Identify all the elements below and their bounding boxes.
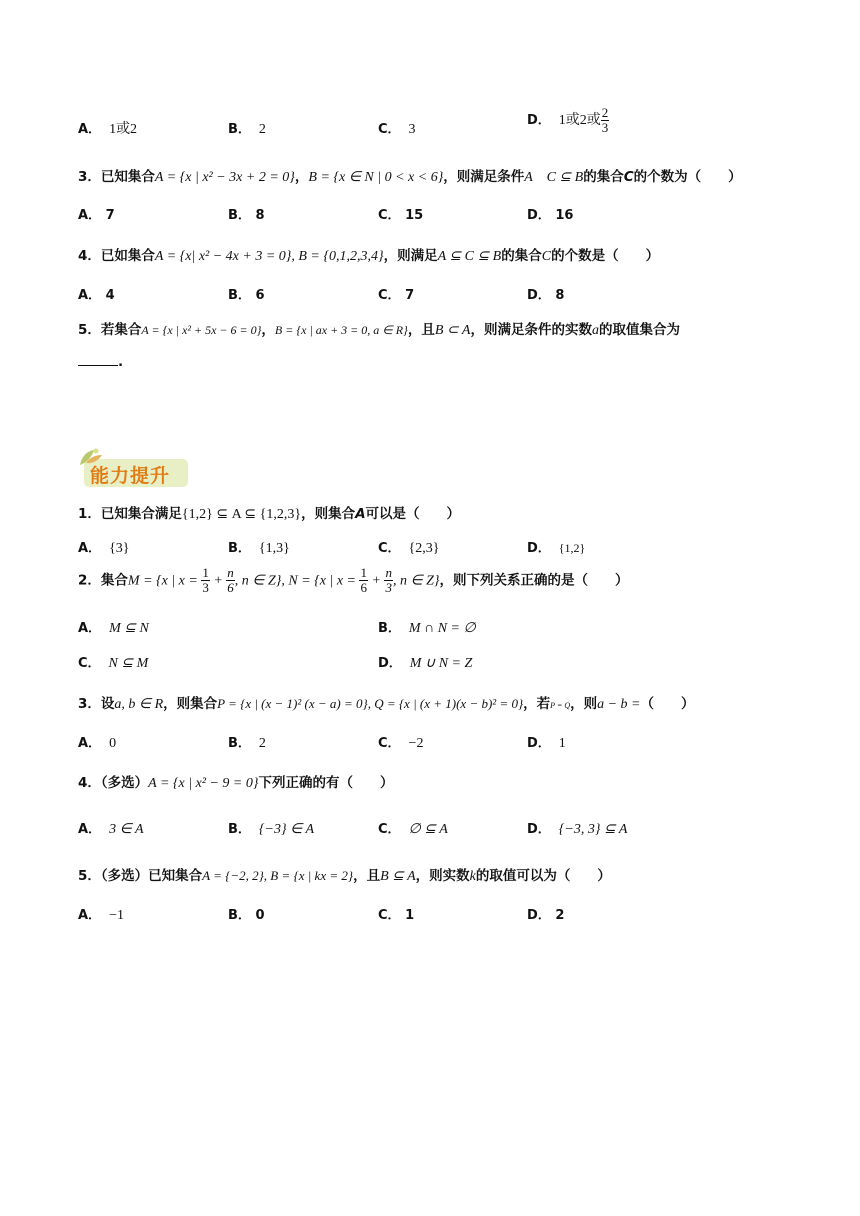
fraction: $\frac{n}{3}$ <box>385 565 392 595</box>
p3-option-c: C． −2 <box>378 736 424 751</box>
question-3: 3．已知集合A = {x | x² − 3x + 2 = 0}，B = {x ∈ N | 0 < x < 6}，则满足条件A C ⊆ B的集合C的个数为（ ） <box>78 169 742 185</box>
p1-option-b: B． {1,3} <box>228 541 290 556</box>
q4-option-c: C． 7 <box>378 288 415 303</box>
q3-option-d: D． 16 <box>527 208 574 223</box>
fraction: $\frac{1}{3}$ <box>202 565 209 595</box>
p5-option-b: B． 0 <box>228 908 265 923</box>
fraction: $\frac{n}{6}$ <box>227 565 234 595</box>
p4-option-b: B． {−3} ∈ A <box>228 822 315 837</box>
question-5: 5．若集合A = {x | x² + 5x − 6 = 0}，B = {x | ax + 3 = 0, a ∈ R}，且B ⊂ A，则满足条件的实数a的取值集合为 <box>78 322 680 338</box>
p1-option-d: D． {1,2} <box>527 541 586 556</box>
fraction: $\frac{2}{3}$ <box>601 105 609 135</box>
option-a: A． 1或2 <box>78 122 138 137</box>
section-title: 能力提升 <box>90 465 171 487</box>
section-banner <box>80 455 188 489</box>
option-d: D． 1或2或 $\frac{2}{3}$ <box>527 105 609 135</box>
practice-question-4: 4．（多选）A = {x | x² − 9 = 0}下列正确的有（ ） <box>78 775 394 791</box>
p2-option-d: D． M ∪ N = Z <box>378 656 473 671</box>
q4-option-a: A． 4 <box>78 288 115 303</box>
p4-option-c: C． ∅ ⊆ A <box>378 822 448 837</box>
p1-option-c: C． {2,3} <box>378 541 440 556</box>
fraction: $\frac{1}{6}$ <box>360 565 367 595</box>
p5-option-a: A． −1 <box>78 908 124 923</box>
q4-option-d: D． 8 <box>527 288 565 303</box>
p1-option-a: A． {3} <box>78 541 130 556</box>
p5-option-c: C． 1 <box>378 908 415 923</box>
p4-option-d: D． {−3, 3} ⊆ A <box>527 822 628 837</box>
practice-question-2: 2．集合M = {x | x = $\frac{1}{3}$ + $\frac{n}{6}$ , n ∈ Z}, N = {x | x = $\frac{1}{6}$ + $\frac{n}{3}$ , n ∈ Z}，则下列关系正确的是（ ） <box>78 565 629 595</box>
p3-option-b: B． 2 <box>228 736 266 751</box>
p2-option-c: C． N ⊆ M <box>78 656 149 671</box>
p2-option-b: B． M ∩ N = ∅ <box>378 621 476 636</box>
q3-option-b: B． 8 <box>228 208 265 223</box>
p5-option-d: D． 2 <box>527 908 565 923</box>
q3-option-c: C． 15 <box>378 208 424 223</box>
p3-option-a: A． 0 <box>78 736 117 751</box>
q4-option-b: B． 6 <box>228 288 265 303</box>
option-c: C． 3 <box>378 122 416 137</box>
answer-blank: . <box>78 353 123 370</box>
practice-question-3: 3．设a, b ∈ R，则集合P = {x | (x − 1)² (x − a) = 0}, Q = {x | (x + 1)(x − b)² = 0}，若P = Q，则a − b =（ ） <box>78 696 695 712</box>
q3-option-a: A． 7 <box>78 208 115 223</box>
p2-option-a: A． M ⊆ N <box>78 621 149 636</box>
p3-option-d: D． 1 <box>527 736 566 751</box>
practice-question-1: 1．已知集合满足{1,2} ⊆ A ⊆ {1,2,3}，则集合A可以是（ ） <box>78 506 461 522</box>
question-4: 4．已如集合A = {x| x² − 4x + 3 = 0}, B = {0,1,2,3,4}，则满足A ⊆ C ⊆ B的集合C的个数是（ ） <box>78 248 660 264</box>
option-b: B． 2 <box>228 122 266 137</box>
practice-question-5: 5．（多选）已知集合A = {−2, 2}, B = {x | kx = 2}，且B ⊆ A，则实数k的取值可以为（ ） <box>78 868 611 884</box>
p4-option-a: A． 3 ∈ A <box>78 822 144 837</box>
blank-line <box>78 353 118 366</box>
